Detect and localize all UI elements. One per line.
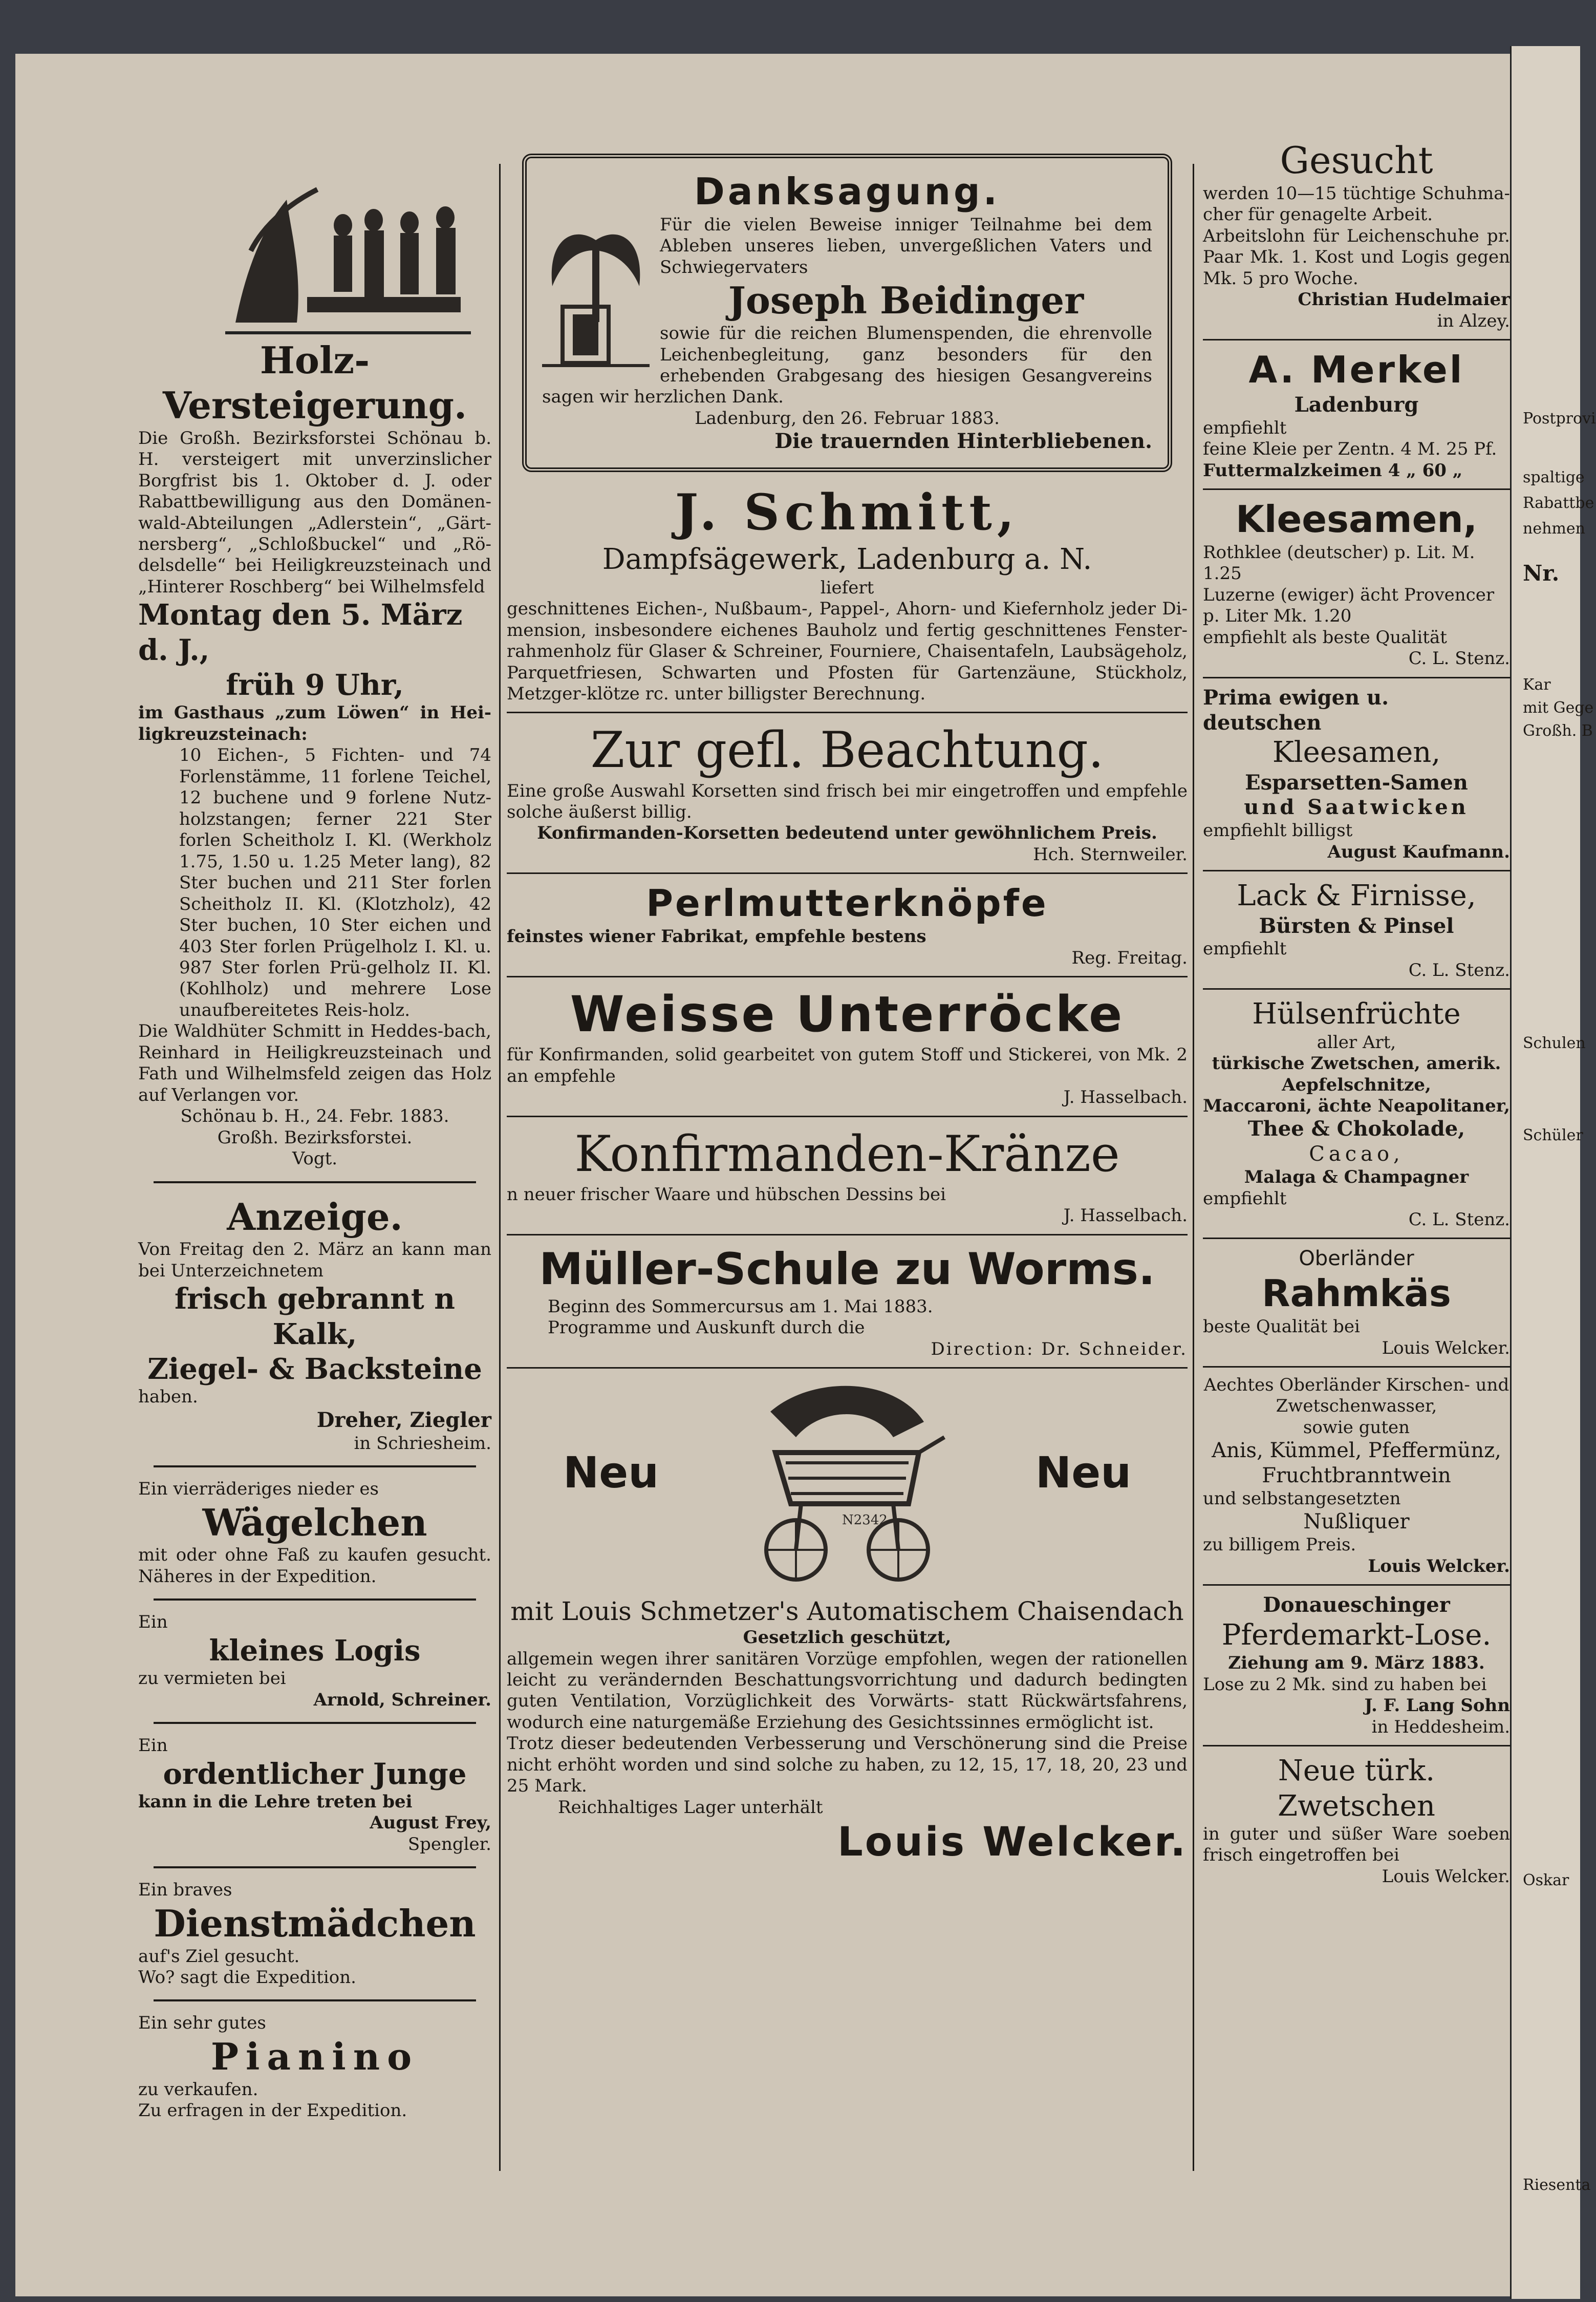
kaufmann-name: August Kaufmann.	[1327, 841, 1510, 862]
anzeige-steine: Ziegel- & Backsteine	[147, 1352, 482, 1387]
pram-advert-head	[507, 1376, 1188, 1596]
kraenze-title: Konfirmanden-Kränze	[574, 1125, 1120, 1183]
divider	[154, 1722, 476, 1724]
chaisendach-lager: Reichhaltiges Lager unterhält	[558, 1797, 823, 1818]
kleesamen-name: C. L. Stenz.	[1408, 648, 1510, 669]
kirschen-name: Louis Welcker.	[1368, 1555, 1510, 1576]
pianino-intro: Ein sehr gutes	[138, 2013, 266, 2034]
danksagung-text-1: Für die vielen Beweise inniger Teilnahme bei dem Ableben unseres lieben, unvergeßlichen Vaters und Schwiegervaters	[660, 214, 1152, 278]
welcker-signature: Louis Welcker.	[837, 1819, 1188, 1866]
waegelchen-intro: Ein vierräderiges nieder es	[138, 1479, 379, 1500]
beachtung-korsetten: Konfirmanden-Korsetten bedeutend unter gewöhnlichem Preis.	[537, 823, 1157, 844]
divider	[507, 1116, 1188, 1117]
holz-time: früh 9 Uhr,	[226, 668, 404, 702]
pianino-where: Zu erfragen in der Expedition.	[138, 2100, 407, 2121]
divider	[1203, 1366, 1510, 1368]
anzeige-title: Anzeige.	[227, 1195, 403, 1239]
divider	[1203, 870, 1510, 871]
divider	[1203, 677, 1510, 678]
waegelchen-title: Wägelchen	[202, 1500, 427, 1544]
dienst-title: Dienstmädchen	[154, 1901, 476, 1945]
schmitt-liefert: liefert	[820, 577, 874, 598]
lose-title: Pferdemarkt-Lose.	[1221, 1618, 1492, 1652]
logis-text: zu vermieten bei	[138, 1668, 286, 1689]
beachtung-name: Hch. Sternweiler.	[1033, 844, 1188, 865]
mueller-schule-text-2: Programme und Auskunft durch die	[548, 1317, 865, 1338]
divider	[507, 872, 1188, 874]
dienst-where: Wo? sagt die Expedition.	[138, 1967, 356, 1988]
anzeige-kalk: frisch gebrannt n Kalk,	[175, 1282, 455, 1351]
holz-title: Holz-Versteigerung.	[162, 338, 467, 427]
gesucht-text-2: Arbeitslohn für Leichenschuhe pr. Paar Mk. 1. Kost und Logis gegen Mk. 5 pro Woche.	[1203, 225, 1510, 289]
holz-items: 10 Eichen-, 5 Fichten- und 74 Forlenstämme, 11 forlene Teichel, 12 buchene und 9 forlene Nutz-holzstangen; ferner 221 Ster forlen Scheitholz I. Kl. (Werkholz 1.75, 1.50 u. 1.25 Meter lang), 82 Ster buchen und 211 Ster forlen Scheitholz II. Kl. (Klotzholz), 42 Ster buchen, 10 Ster eichen und 403 Ster forlen Prügelholz I. Kl. u. 987 Ster forlen Prü-gelholz II. Kl. (Kohlholz) und mehrere Lose unaufbereitetes Reis-holz.	[179, 745, 491, 1020]
edge-fragment: Kar	[1523, 676, 1551, 694]
divider	[1203, 488, 1510, 490]
lose-ziehung: Ziehung am 9. März 1883.	[1228, 1653, 1485, 1674]
lack-title: Lack & Firnisse,	[1237, 879, 1476, 913]
lack-empfiehlt: empfiehlt	[1203, 939, 1287, 960]
huelsen-name: C. L. Stenz.	[1408, 1209, 1510, 1230]
logis-name: Arnold, Schreiner.	[313, 1689, 491, 1710]
danksagung-dateline: Ladenburg, den 26. Februar 1883.	[695, 408, 1000, 429]
anzeige-haben: haben.	[138, 1387, 198, 1408]
lose-text: Lose zu 2 Mk. sind zu haben bei	[1203, 1674, 1487, 1695]
holz-dateline: Schönau b. H., 24. Febr. 1883.	[180, 1106, 449, 1127]
unterroecke-text: für Konfirmanden, solid gearbeitet von gutem Stoff und Stickerei, von Mk. 2 an empfehle	[507, 1045, 1188, 1086]
anzeige-name: Dreher, Ziegler	[316, 1408, 491, 1432]
gesucht-name: Christian Hudelmaier	[1298, 289, 1510, 310]
dienst-text: auf's Ziel gesucht.	[138, 1946, 300, 1967]
lose-name: J. F. Lang Sohn	[1364, 1695, 1510, 1716]
schmitt-subtitle: Dampfsägewerk, Ladenburg a. N.	[602, 543, 1092, 577]
edge-fragment: Postprovi	[1523, 410, 1596, 428]
rahmkaes-title: Rahmkäs	[1262, 1272, 1451, 1315]
holz-date: Montag den 5. März d. J.,	[138, 598, 463, 667]
adjacent-page-edge	[1510, 46, 1580, 2299]
holz-text-1: Die Großh. Bezirksforstei Schönau b. H. versteigert mit unverzinslicher Borgfrist bis 1. Oktober d. J. oder Rabattbewilligung aus den Domänen-wald-Abteilungen „Adlerstein“, „Gärt-nersberg“, „Schloßbuckel“ und „Rö-delsdelle“ bei Heiligkreuzsteinach und „Hinterer Roschberg“ bei Wilhelmsfeld	[138, 428, 491, 597]
kirschen-selbst: und selbstangesetzten	[1203, 1488, 1401, 1509]
kaufmann-esparsetten: Esparsetten-Samen	[1245, 770, 1468, 795]
anzeige-text: Von Freitag den 2. März an kann man bei Unterzeichnetem	[138, 1239, 491, 1281]
schmitt-text: geschnittenes Eichen-, Nußbaum-, Pappel-, Ahorn- und Kiefernholz jeder Di-mension, insbesondere eichenes Bauholz und fertig geschnittenes Fenster-rahmenholz für Glaser & Schreiner, Fourniere, Chaisentafeln, Laubsägeholz, Parquetfriesen, Schwarten und Pfosten für Gartenzäune, Stückholz, Metzger-klötze rc. unter billigster Berechnung.	[507, 599, 1188, 704]
dienst-intro: Ein braves	[138, 1880, 232, 1901]
edge-fragment: Schüler	[1523, 1126, 1583, 1144]
kaufmann-saatwicken: und Saatwicken	[1244, 795, 1469, 820]
edge-fragment: Nr.	[1523, 561, 1560, 586]
junge-trade: Spengler.	[407, 1834, 491, 1855]
divider	[1203, 339, 1510, 340]
mueller-schule-title: Müller-Schule zu Worms.	[539, 1243, 1155, 1295]
huelsen-cacao: Cacao,	[1309, 1142, 1404, 1166]
unterroecke-title: Weisse Unterröcke	[570, 986, 1125, 1043]
zwetschen-name: Louis Welcker.	[1382, 1866, 1510, 1887]
column-right	[1203, 102, 1510, 1887]
danksagung-name: Joseph Beidinger	[728, 279, 1084, 323]
kaufmann-title: Kleesamen,	[1272, 736, 1441, 770]
logis-intro: Ein	[138, 1612, 168, 1633]
pram-model-number: N2342	[842, 1512, 888, 1528]
schmitt-title: J. Schmitt,	[675, 483, 1020, 542]
chaisendach-text-2: Trotz dieser bedeutenden Verbesserung und Verschönerung sind die Preise nicht erhöht worden und sind solche zu haben, zu 12, 15, 17, 18, 20, 23 und 25 Mark.	[507, 1733, 1188, 1797]
divider	[507, 1367, 1188, 1369]
merkel-title: A. Merkel	[1248, 348, 1464, 392]
junge-text: kann in die Lehre treten bei	[138, 1791, 413, 1812]
kraenze-name: J. Hasselbach.	[1063, 1205, 1188, 1226]
column-rule-left	[499, 164, 501, 2171]
divider	[1203, 1584, 1510, 1586]
auction-woodcut-image	[215, 169, 481, 338]
holz-text-2: Die Waldhüter Schmitt in Heddes-bach, Reinhard in Heiligkreuzsteinach und Fath und Wilhelmsfeld zeigen das Holz auf Verlangen vor.	[138, 1021, 491, 1105]
beachtung-title: Zur gefl. Beachtung.	[590, 721, 1104, 779]
kirschen-liquer: Nußliquer	[1303, 1510, 1410, 1534]
chaisendach-protected: Gesetzlich geschützt,	[743, 1627, 952, 1648]
edge-fragment: Rabattbe	[1523, 494, 1594, 512]
divider	[154, 1465, 476, 1467]
chaisendach-title: mit Louis Schmetzer's Automatischem Chaisendach	[510, 1596, 1184, 1627]
edge-fragment: Riesenta	[1523, 2176, 1591, 2194]
divider	[154, 1866, 476, 1868]
merkel-subtitle: Ladenburg	[1294, 392, 1419, 417]
gesucht-text-1: werden 10—15 tüchtige Schuhma-cher für genagelte Arbeit.	[1203, 183, 1510, 225]
merkel-malzkeimen: Futtermalzkeimen 4 „ 60 „	[1203, 460, 1463, 481]
zwetschen-title: Neue türk. Zwetschen	[1278, 1754, 1435, 1823]
danksagung-text-2: sowie für die reichen Blumenspenden, die ehrenvolle Leichenbegleitung, ganz besonders für den erhebenden Grabgesang des hiesigen Gesangvereins sagen wir herzlichen Dank.	[542, 323, 1152, 408]
logis-title: kleines Logis	[209, 1633, 421, 1668]
rahmkaes-name: Louis Welcker.	[1382, 1337, 1510, 1358]
huelsen-malaga: Malaga & Champagner	[1244, 1167, 1469, 1188]
kirschen-sowie: sowie guten	[1303, 1417, 1410, 1438]
divider	[1203, 1238, 1510, 1239]
divider	[1203, 988, 1510, 990]
neu-right-label: Neu	[1035, 1447, 1131, 1498]
pianino-text: zu verkaufen.	[138, 2079, 258, 2100]
neu-left-label: Neu	[563, 1447, 659, 1498]
rahmkaes-text: beste Qualität bei	[1203, 1316, 1360, 1337]
edge-fragment: Großh. B	[1523, 722, 1593, 740]
lack-name: C. L. Stenz.	[1408, 960, 1510, 981]
huelsen-empfiehlt: empfiehlt	[1203, 1188, 1287, 1209]
danksagung-box	[522, 154, 1172, 472]
junge-name: August Frey,	[370, 1813, 491, 1834]
merkel-kleie: feine Kleie per Zentn. 4 M. 25 Pf.	[1203, 439, 1497, 460]
holz-signature: Vogt.	[292, 1148, 338, 1169]
kaufmann-empfiehlt: empfiehlt billigst	[1203, 820, 1353, 841]
knoepfe-name: Reg. Freitag.	[1071, 947, 1188, 968]
kaufmann-intro: Prima ewigen u. deutschen	[1203, 685, 1389, 735]
kleesamen-title: Kleesamen,	[1235, 498, 1478, 541]
column-rule-right	[1193, 164, 1194, 2171]
junge-title: ordentlicher Junge	[163, 1757, 467, 1791]
kirschen-anis: Anis, Kümmel, Pfeffermünz, Fruchtbranntwein	[1212, 1439, 1501, 1488]
column-middle	[507, 102, 1188, 1867]
kleesamen-empfiehlt: empfiehlt als beste Qualität	[1203, 627, 1447, 648]
danksagung-signature: Die trauernden Hinterbliebenen.	[774, 429, 1152, 454]
edge-fragment: nehmen	[1523, 520, 1585, 538]
rahmkaes-intro: Oberländer	[1299, 1247, 1414, 1271]
kraenze-text: n neuer frischer Waare und hübschen Dessins bei	[507, 1184, 946, 1205]
column-left	[138, 102, 491, 2122]
knoepfe-text: feinstes wiener Fabrikat, empfehle bestens	[507, 926, 926, 947]
huelsen-zwetschen: türkische Zwetschen, amerik. Aepfelschnitze,	[1212, 1053, 1501, 1095]
chaisendach-text-1: allgemein wegen ihrer sanitären Vorzüge empfohlen, wegen der rationellen leicht zu verändernden Beschattungsvorrichtung und dadurch bedingten guten Ventilation, Vorzüglichkeit des Vorwärts- statt Rückwärtsfahrens, wodurch eine naturgemäße Erziehung des Gesichtssinnes ermöglicht ist.	[507, 1648, 1188, 1733]
anzeige-place: in Schriesheim.	[354, 1433, 491, 1454]
gesucht-title: Gesucht	[1280, 139, 1433, 182]
merkel-empfiehlt: empfiehlt	[1203, 417, 1287, 438]
kleesamen-luzerne: Luzerne (ewiger) ächt Provencer p. Liter Mk. 1.20	[1203, 584, 1495, 627]
edge-fragment: spaltige	[1523, 468, 1585, 486]
knoepfe-title: Perlmutterknöpfe	[646, 882, 1048, 925]
lose-place: in Heddesheim.	[1371, 1716, 1510, 1737]
divider	[507, 1234, 1188, 1235]
huelsen-title: Hülsenfrüchte	[1252, 997, 1461, 1031]
kirschen-text: Aechtes Oberländer Kirschen- und Zwetschenwasser,	[1203, 1375, 1509, 1417]
divider	[1203, 1745, 1510, 1746]
unterroecke-name: J. Hasselbach.	[1063, 1087, 1188, 1108]
waegelchen-text: mit oder ohne Faß zu kaufen gesucht. Näheres in der Expedition.	[138, 1545, 491, 1587]
edge-fragment: mit Gege	[1523, 699, 1594, 717]
huelsen-maccaroni: Maccaroni, ächte Neapolitaner,	[1203, 1095, 1511, 1116]
divider	[154, 1999, 476, 2001]
divider	[507, 712, 1188, 713]
holz-office: Großh. Bezirksforstei.	[217, 1127, 413, 1148]
beachtung-text: Eine große Auswahl Korsetten sind frisch bei mir eingetroffen und empfehle solche äußerst billig.	[507, 780, 1188, 823]
edge-fragment: Oskar	[1523, 1871, 1569, 1889]
danksagung-title: Danksagung.	[694, 170, 1000, 213]
lack-subtitle: Bürsten & Pinsel	[1259, 913, 1454, 938]
divider	[507, 976, 1188, 977]
mueller-schule-text-1: Beginn des Sommercursus am 1. Mai 1883.	[548, 1296, 933, 1317]
kirschen-preis: zu billigem Preis.	[1203, 1534, 1356, 1555]
memorial-willow-image	[542, 220, 650, 368]
lose-intro: Donaueschinger	[1263, 1593, 1450, 1617]
huelsen-thee: Thee & Chokolade,	[1247, 1117, 1465, 1141]
mueller-schule-director: Direction: Dr. Schneider.	[931, 1338, 1188, 1359]
edge-fragment: Schulen	[1523, 1034, 1586, 1052]
divider	[154, 1598, 476, 1601]
junge-intro: Ein	[138, 1735, 168, 1756]
pram-illustration-image	[740, 1376, 955, 1591]
huelsen-art: aller Art,	[1317, 1032, 1396, 1053]
holz-place: im Gasthaus „zum Löwen“ in Hei-ligkreuzsteinach:	[138, 702, 491, 744]
pianino-title: Pianino	[210, 2034, 419, 2078]
zwetschen-text: in guter und süßer Ware soeben frisch eingetroffen bei	[1203, 1823, 1510, 1866]
kleesamen-rothklee: Rothklee (deutscher) p. Lit. M. 1.25	[1203, 542, 1475, 584]
divider	[154, 1181, 476, 1183]
gesucht-place: in Alzey.	[1437, 310, 1510, 331]
